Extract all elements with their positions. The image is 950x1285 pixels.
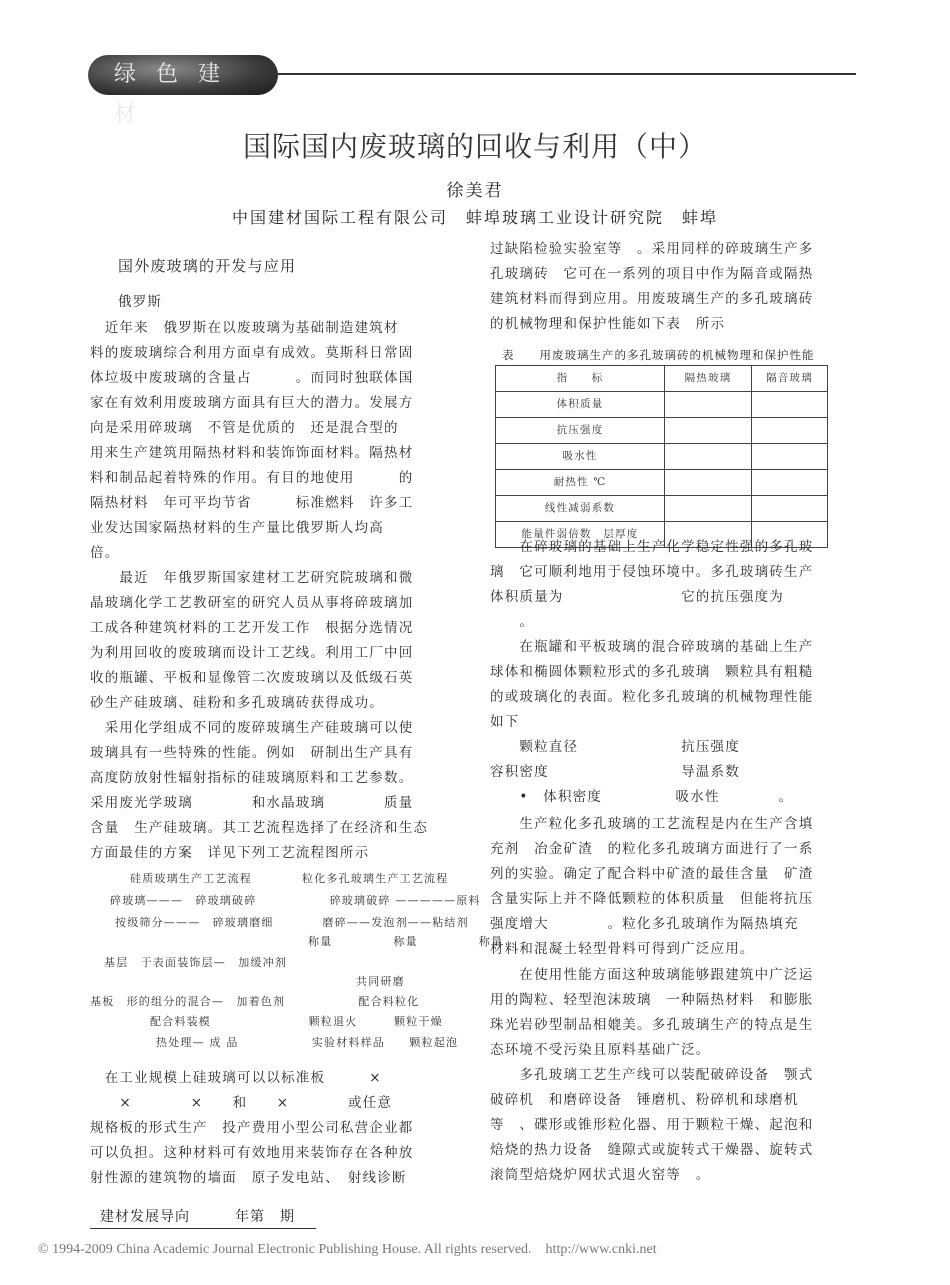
properties-table	[495, 365, 828, 548]
flow-line-3: 称量 称量 称量	[308, 935, 504, 948]
flow-line-5: 共同研磨	[356, 975, 405, 988]
table-row	[496, 496, 828, 522]
flow-title-left: 硅质玻璃生产工艺流程	[130, 872, 252, 885]
paragraph-r5: 在使用性能方面这种玻璃能够跟建筑中广泛运 用的陶粒、轻型泡沫玻璃 一种隔热材料 和膨胀 珠光岩砂型制品相媲美。多孔玻璃生产的特点是生 态环境不受污染且原料基础广泛。	[490, 967, 814, 1058]
table-cell: 吸水性	[496, 444, 665, 470]
table-header: 隔热玻璃	[665, 366, 752, 392]
table-cell: 能量件弱倍数 层厚度	[496, 522, 665, 548]
paragraph-2: 最近 年俄罗斯国家建材工艺研究院玻璃和微 晶玻璃化学工艺教研室的研究人员从事将碎玻璃加 工成各种建筑材料的工艺开发工作 根据分选情况 为利用回收的废玻璃而设计工艺线。利用工厂中回 收的瓶罐、平板和显像管二次废玻璃以及低级石英 砂生产硅玻璃、硅粉和多孔玻璃砖获得成功。	[90, 570, 414, 711]
table-header: 指 标	[496, 366, 665, 392]
journal-footer: 建材发展导向 年第 期	[100, 1209, 295, 1225]
flow-line-2: 按级筛分——— 碎玻璃磨细 磨碎——发泡剂——粘结剂	[115, 916, 469, 929]
flow-line-1: 碎玻璃——— 碎玻璃破碎 碎玻璃破碎 —————原料	[110, 894, 481, 907]
table-header: 隔音玻璃	[752, 366, 828, 392]
table-cell: 抗压强度	[496, 418, 665, 444]
section-badge: 绿色建材	[88, 55, 278, 95]
paragraph-r1: 过缺陷检验实验室等 。采用同样的碎玻璃生产多 孔玻璃砖 它可在一系列的项目中作为隔音或隔热 建筑材料而得到应用。用废玻璃生产的多孔玻璃砖 的机械物理和保护性能如下表 所示	[490, 241, 814, 332]
table-cell: 体积质量	[496, 392, 665, 418]
table-caption: 表 用废玻璃生产的多孔玻璃砖的机械物理和保护性能	[502, 348, 815, 362]
paragraph-r2: 在碎玻璃的基础上生产化学稳定性强的多孔玻 璃 它可顺利地用于侵蚀环境中。多孔玻璃砖生产 体积质量为 它的抗压强度为 。	[490, 539, 814, 630]
table-row	[496, 470, 828, 496]
copyright-notice: © 1994-2009 China Academic Journal Electronic Publishing House. All rights reserved. http://www.cnki.net	[38, 1242, 657, 1257]
table-cell: 线性减弱系数	[496, 496, 665, 522]
flow-line-4: 基层 于表面装饰层— 加缓冲剂	[104, 956, 287, 969]
table-header-row	[496, 366, 828, 392]
footer-rule	[90, 1228, 316, 1229]
flow-line-6: 基板 形的组分的混合— 加着色剂 配合料粒化	[90, 995, 420, 1008]
flow-title-right: 粒化多孔玻璃生产工艺流程	[302, 872, 449, 885]
paragraph-3: 采用化学组成不同的废碎玻璃生产硅玻璃可以使 玻璃具有一些特殊的性能。例如 研制出生产具有 高度防放射性辐射指标的硅玻璃原料和工艺参数。 采用废光学玻璃 和水晶玻璃 质量 含量 生产硅玻璃。其工艺流程选择了在经济和生态 方面最佳的方案 详见下列工艺流程图所示	[90, 720, 429, 861]
paragraph-1: 近年来 俄罗斯在以废玻璃为基础制造建筑材 料的废玻璃综合利用方面卓有成效。莫斯科日常固 体垃圾中废玻璃的含量占 。而同时独联体国 家在有效利用废玻璃方面具有巨大的潜力。发展方 向是采用碎玻璃 不管是优质的 还是混合型的 用来生产建筑用隔热材料和装饰饰面材料。隔热材 料和制品起着特殊的作用。有目的地使用 的 隔热材料 年可平均节省 标准燃料 许多工 业发达国家隔热材料的生产量比俄罗斯人均高 倍。	[90, 320, 414, 561]
table-row	[496, 418, 828, 444]
paragraph-r6: 多孔玻璃工艺生产线可以装配破碎设备 颚式 破碎机 和磨碎设备 锤磨机、粉碎机和球磨机 等 、碟形或锥形粒化器、用于颗粒干燥、起泡和 焙烧的热力设备 缝隙式或旋转式干燥器、旋转式 滚筒型焙烧炉网状式退火窑等 。	[490, 1067, 814, 1183]
paragraph-4: 在工业规模上硅玻璃可以以标准板 × × × 和 × 或任意 规格板的形式生产 投产费用小型公司私营企业都 可以负担。这种材料可有效地用来装饰存在各种放 射性源的建筑物的墙面 原子发电站、 射线诊断	[90, 1070, 414, 1186]
table-row	[496, 392, 828, 418]
paragraph-r3: 在瓶罐和平板玻璃的混合碎玻璃的基础上生产 球体和椭圆体颗粒形式的多孔玻璃 颗粒具有粗糙 的或玻璃化的表面。粒化多孔玻璃的机械物理性能 如下	[490, 639, 814, 730]
flow-line-7: 配合料装模 颗粒退火 颗粒干燥	[150, 1015, 443, 1028]
article-title: 国际国内废玻璃的回收与利用（中）	[242, 130, 707, 163]
granule-properties: 颗粒直径 抗压强度 容积密度 导温系数 • 体积密度 吸水性 。	[490, 739, 794, 805]
table-cell: 耐热性 ℃	[496, 470, 665, 496]
table-row	[496, 444, 828, 470]
header-rule	[278, 73, 856, 75]
paragraph-r4: 生产粒化多孔玻璃的工艺流程是内在生产含填 充剂 冶金矿渣 的粒化多孔玻璃方面进行了一系 列的实验。确定了配合料中矿渣的最佳含量 矿渣 含量实际上并不降低颗粒的体积质量 但能将抗压 强度增大 。粒化多孔玻璃作为隔热填充 材料和混凝土轻型骨料可得到广泛应用。	[490, 816, 814, 957]
affiliation: 中国建材国际工程有限公司 蚌埠玻璃工业设计研究院 蚌埠	[231, 208, 718, 227]
flow-line-8: 热处理— 成 品 实验材料样品 颗粒起泡	[156, 1036, 459, 1049]
author: 徐美君	[446, 181, 504, 201]
subsection-heading: 俄罗斯	[118, 294, 163, 310]
section-heading: 国外废玻璃的开发与应用	[118, 257, 297, 275]
